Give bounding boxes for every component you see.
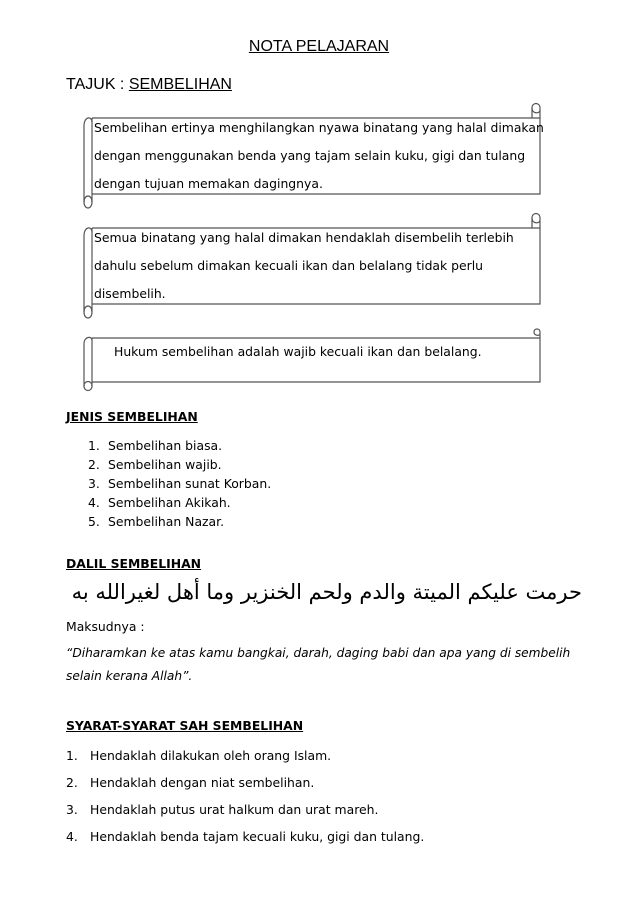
list-item: 1. Sembelihan biasa. <box>88 438 223 453</box>
topic-label: TAJUK : <box>66 76 129 93</box>
scroll-line: disembelih. <box>94 286 166 301</box>
scroll-line: dahulu sebelum dimakan kecuali ikan dan belalang tidak perlu <box>94 258 484 273</box>
list-item: 2. Hendaklah dengan niat sembelihan. <box>66 775 315 790</box>
scroll-line: dengan tujuan memakan dagingnya. <box>94 176 323 191</box>
scroll-line: dengan menggunakan benda yang tajam selain kuku, gigi dan tulang <box>94 148 526 163</box>
scroll-line: Sembelihan ertinya menghilangkan nyawa binatang yang halal dimakan <box>94 120 544 135</box>
list-item: 3. Sembelihan sunat Korban. <box>88 476 272 491</box>
scroll-line: Semua binatang yang halal dimakan hendaklah disembelih terlebih <box>94 230 514 245</box>
list-item: 3. Hendaklah putus urat halkum dan urat mareh. <box>66 802 379 817</box>
scroll-banner-hukum <box>78 326 548 392</box>
list-item: 1. Hendaklah dilakukan oleh orang Islam. <box>66 748 332 763</box>
page-title: NOTA PELAJARAN <box>248 38 390 55</box>
list-item: 4. Sembelihan Akikah. <box>88 495 231 510</box>
verse-translation: “Diharamkan ke atas kamu bangkai, darah, daging babi dan apa yang di sembelih selain kerana Allah”. <box>66 646 571 683</box>
topic-value: SEMBELIHAN <box>128 76 232 93</box>
maksud-label: Maksudnya : <box>66 619 145 634</box>
list-item: 2. Sembelihan wajib. <box>88 457 222 472</box>
section-heading-syarat: SYARAT-SYARAT SAH SEMBELIHAN <box>66 718 304 733</box>
topic-line <box>66 76 232 94</box>
section-heading-jenis: JENIS SEMBELIHAN <box>66 409 198 424</box>
syarat-list <box>66 742 424 850</box>
scroll-banner-rule <box>78 208 548 324</box>
scroll-line: Hukum sembelihan adalah wajib kecuali ikan dan belalang. <box>114 344 482 359</box>
arabic-verse: حرمت عليكم الميتة والدم ولحم الخنزير وما أهل لغيرالله به <box>71 580 582 604</box>
scroll-banner-definition <box>78 98 548 214</box>
list-item: 5. Sembelihan Nazar. <box>88 514 225 529</box>
section-heading-dalil: DALIL SEMBELIHAN <box>66 556 202 571</box>
jenis-list <box>88 436 271 531</box>
list-item: 4. Hendaklah benda tajam kecuali kuku, gigi dan tulang. <box>66 829 425 844</box>
